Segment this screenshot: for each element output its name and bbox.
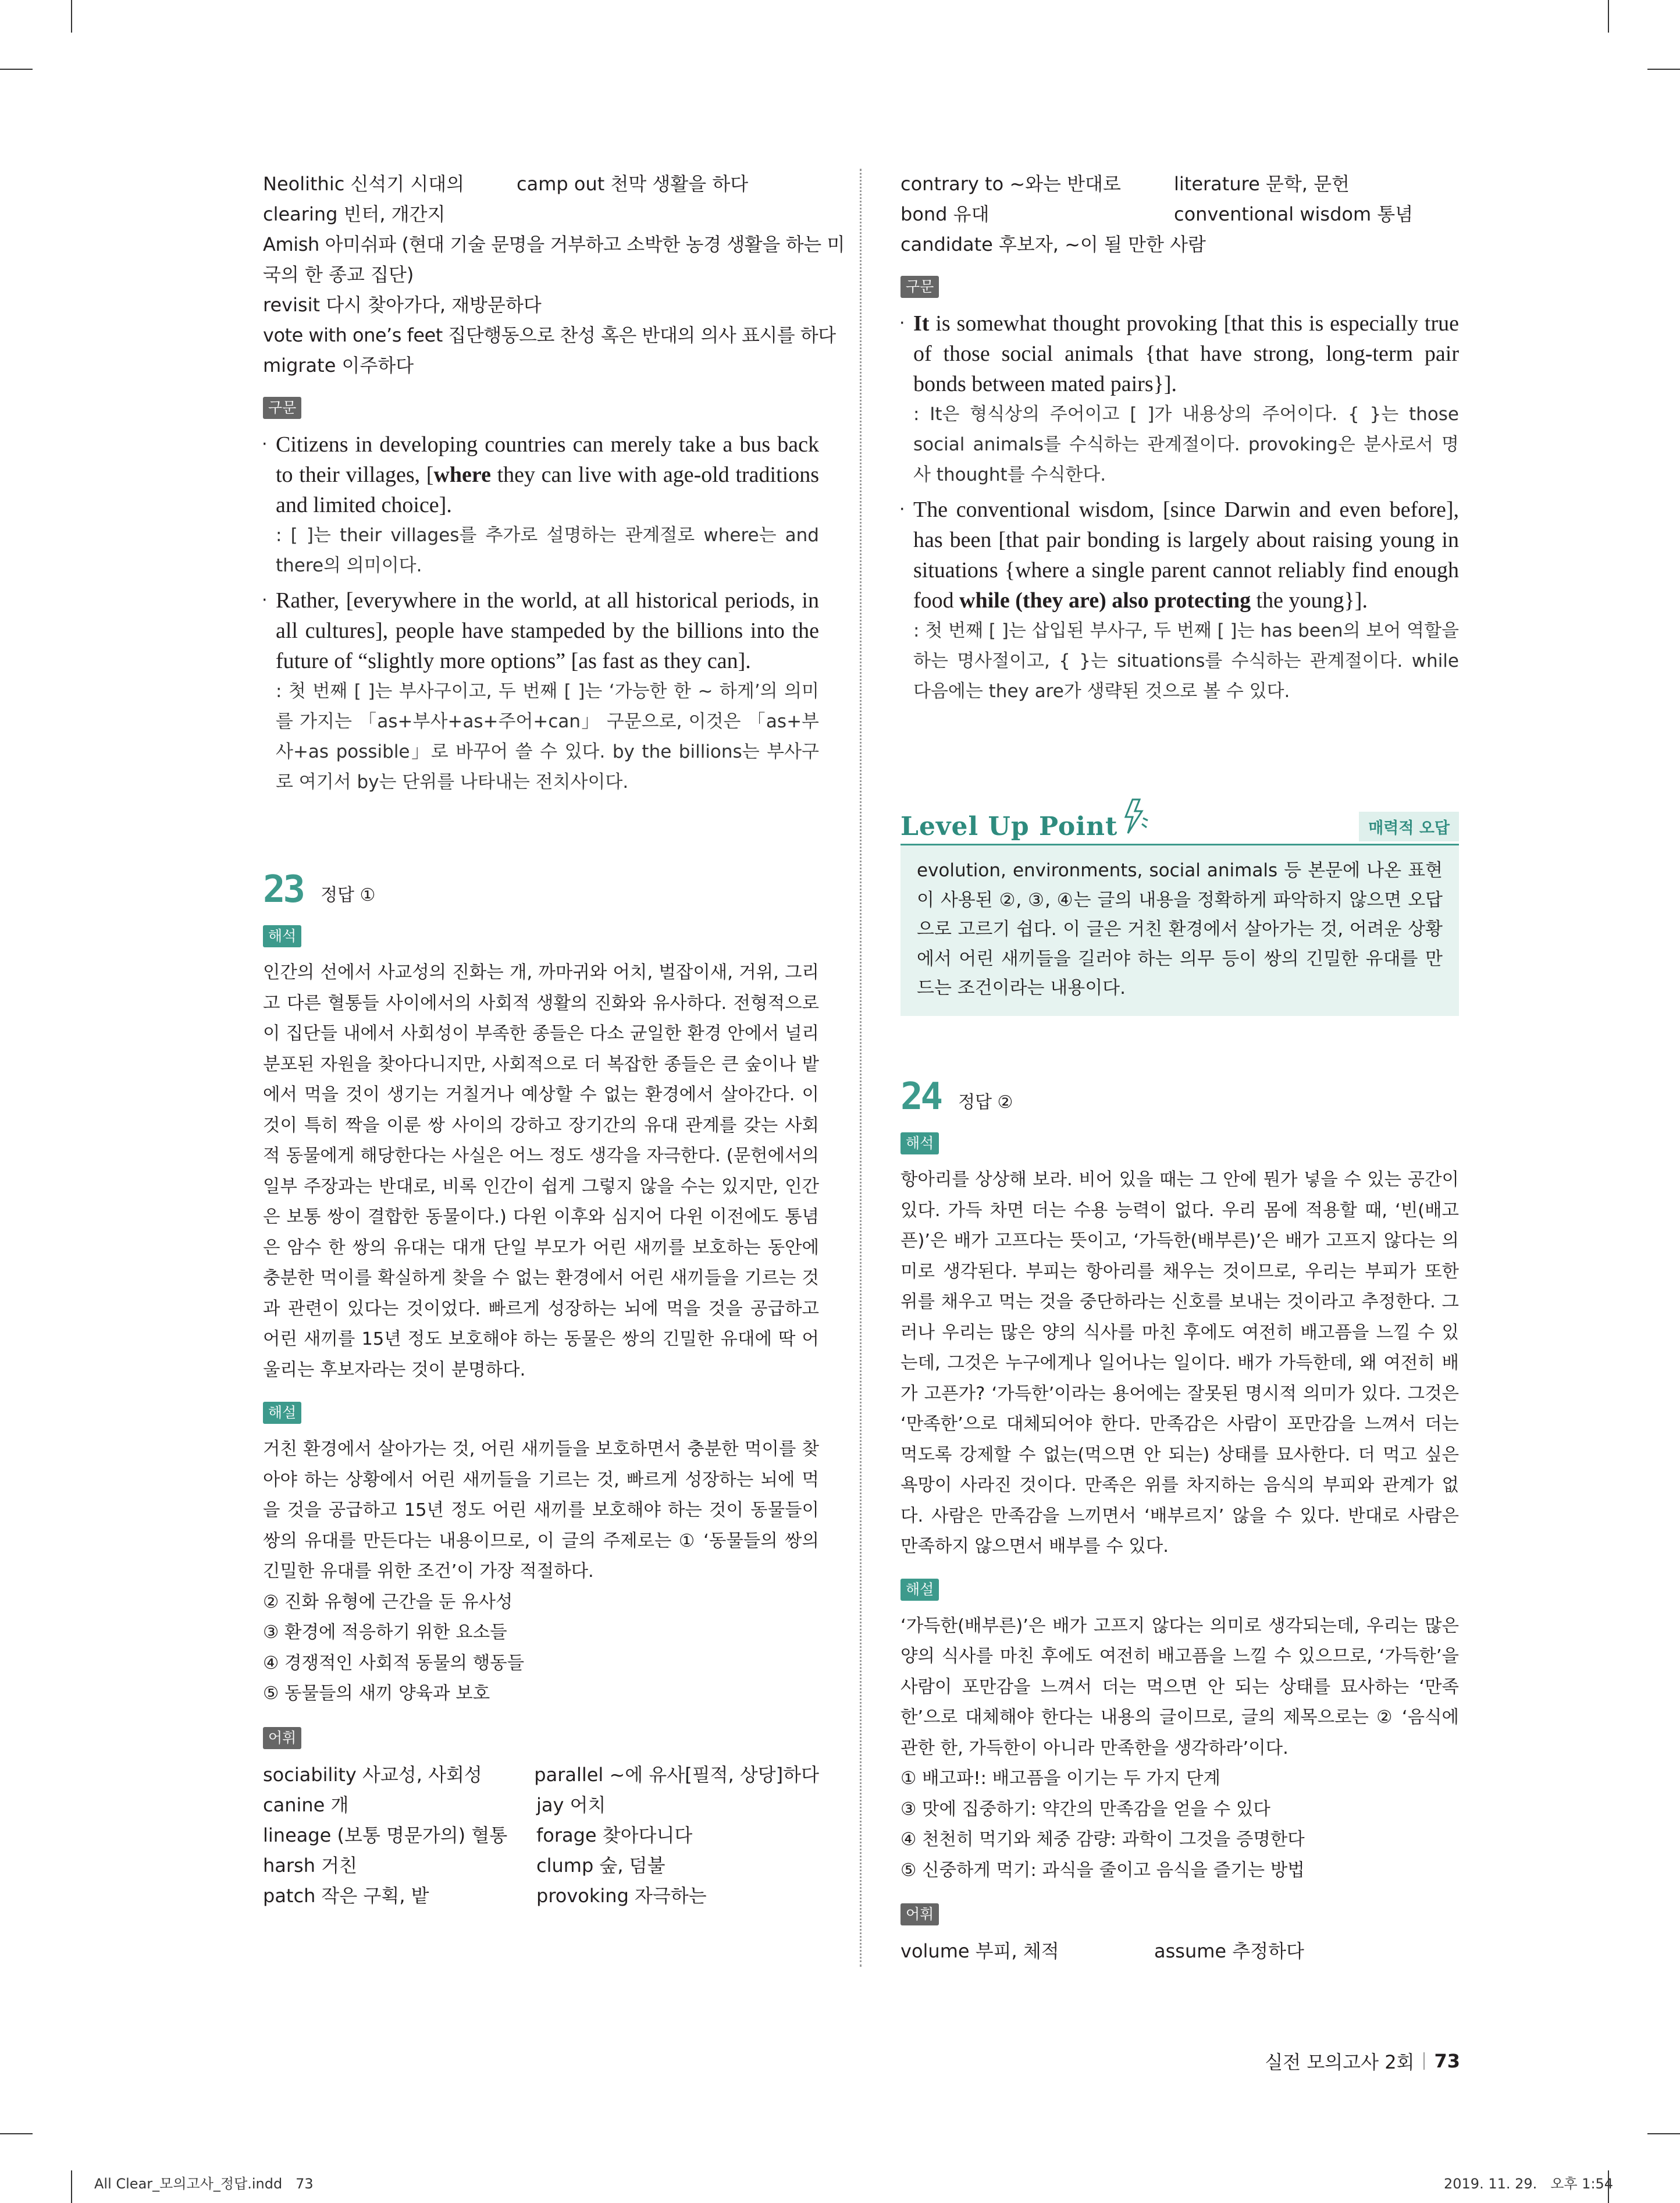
gumun-note: : 첫 번째 [ ]는 부사구이고, 두 번째 [ ]는 ‘가능한 한 ~ 하게’의 의미를 가지는 「as+부사+as+주어+can」 구문으로, 이것은 「as+부사+as possible」로 바꾸어 쓸 수 있다. by the billions는 부사구로 여기서 by는 단위를 나타내는 전치사이다. — [276, 681, 819, 793]
vocab-top — [900, 169, 1459, 260]
explanation-text: 거친 환경에서 살아가는 것, 어린 새끼들을 보호하면서 충분한 먹이를 찾아야 하는 상황에서 어린 새끼들을 기르는 것, 빠르게 성장하는 뇌에 먹을 것을 공급하고 15년 정도 어린 새끼를 보호해야 하는 것이 동물들이 쌍의 유대를 만든다는 내용이므로, 이 글의 주제로는 ① ‘동물들의 쌍의 긴밀한 유대를 위한 조건’이 가장 적절하다. — [263, 1439, 819, 1582]
question-header — [900, 1075, 1459, 1118]
translation-text: 항아리를 상상해 보라. 비어 있을 때는 그 안에 뭔가 넣을 수 있는 공간이 있다. 가득 차면 더는 수용 능력이 없다. 우리 몸에 적용할 때, ‘빈(배고픈)’은 배가 고프다는 뜻이고, ‘가득한(배부른)’은 배가 고프지 않다는 의미로 생각된다. 부피는 항아리를 채우는 것이므로, 우리는 부피가 또한 위를 채우고 먹는 것을 중단하라는 신호를 보내는 것이라고 추정한다. 그러나 우리는 많은 양의 식사를 마친 후에도 여전히 배고픔을 느낄 수 있는데, 그것은 누구에게나 일어나는 일이다. 배가 가득한데, 왜 여전히 배가 고픈가? ‘가득한’이라는 용어에는 잘못된 명시적 의미가 있다. 그것은 ‘만족한’으로 대체되어야 한다. 만족감은 사람이 포만감을 느껴서 더는 먹도록 강제할 수 없는(먹으면 안 되는) 상태를 묘사한다. 더 먹고 싶은 욕망이 사라진 것이다. 만족은 위를 차지하는 음식의 부피와 관계가 없다. 사람은 만족감을 느끼면서 ‘배부르지’ 않을 수 있다. 반대로 사람은 만족하지 않으면서 배부를 수 있다. — [900, 1170, 1459, 1557]
vocab-term: sociability 사교성, 사회성 — [263, 1763, 482, 1786]
vocab-tag: 어휘 — [263, 1727, 301, 1749]
vocab-line: revisit 다시 찾아가다, 재방문하다 — [263, 294, 542, 316]
option-item: ④ 천천히 먹기와 체중 감량: 과학이 그것을 증명한다 — [900, 1829, 1305, 1850]
gumun-sentence — [900, 495, 1459, 616]
vocab-term: patch 작은 구획, 밭 — [263, 1884, 429, 1907]
vocab-row — [263, 1850, 819, 1881]
crop-mark — [0, 2133, 33, 2134]
sentence-text: the young}]. — [1251, 588, 1368, 613]
vocab-top — [263, 169, 845, 381]
vocab-list — [263, 1760, 819, 1911]
gumun-note: : 첫 번째 [ ]는 삽입된 부사구, 두 번째 [ ]는 has been의 보어 역할을 하는 명사절이고, { }는 situations를 수식하는 관계절이다. while 다음에는 they are가 생략된 것으로 볼 수 있다. — [913, 620, 1459, 702]
level-up-box — [900, 794, 1459, 1016]
vocab-line: migrate 이주하다 — [263, 354, 414, 376]
haeseol-tag: 해설 — [900, 1579, 939, 1601]
question-number: 23 — [263, 868, 304, 911]
vocab-line: clearing 빈터, 개간지 — [263, 203, 446, 225]
gumun-tag: 구문 — [263, 397, 301, 419]
vocab-term: Neolithic 신석기 시대의 — [263, 173, 465, 195]
answer-label: 정답 ① — [321, 885, 376, 905]
page-number: 73 — [1434, 2050, 1460, 2072]
vocab-row — [263, 169, 819, 199]
sentence-bold: while (they are) also protecting — [959, 588, 1251, 613]
footer-divider — [1423, 2052, 1425, 2070]
bullet-icon: · — [899, 499, 905, 520]
crop-mark — [71, 0, 72, 33]
gumun-sentence — [263, 585, 819, 676]
question-24 — [900, 1075, 1459, 1966]
column-divider — [860, 169, 862, 1967]
explanation-text: ‘가득한(배부른)’은 배가 고프지 않다는 의미로 생각되는데, 우리는 많은 양의 식사를 마친 후에도 여전히 배고픔을 느낄 수 있으므로, ‘가득한’을 사람이 포만감을 느껴서 더는 먹으면 안 되는 상태를 묘사하는 ‘만족한’으로 대체해야 한다는 내용의 글이므로, 글의 제목으로는 ② ‘음식에 관한 한, 가득한이 아니라 만족한을 생각하라’이다. — [900, 1615, 1459, 1758]
vocab-term: candidate 후보자, ~이 될 만한 사람 — [900, 233, 1206, 255]
vocab-term: parallel ~에 유사[필적, 상당]하다 — [534, 1763, 819, 1786]
vocab-row — [263, 1881, 819, 1911]
vocab-row — [263, 1790, 819, 1820]
translation-text: 인간의 선에서 사교성의 진화는 개, 까마귀와 어치, 벌잡이새, 거위, 그리고 다른 혈통들 사이에서의 사회적 생활의 진화와 유사하다. 전형적으로 이 집단들 내에서 사회성이 부족한 종들은 다소 균일한 환경 안에서 널리 분포된 자원을 찾아다니지만, 사회적으로 더 복잡한 종들은 큰 숲이나 밭에서 먹을 것이 생기는 거칠거나 예상할 수 없는 환경에서 살아간다. 이것이 특히 짝을 이룬 쌍 사이의 강하고 장기간의 유대 관계를 갖는 사회적 동물에게 해당한다는 사실은 어느 정도 생각을 자극한다. (문헌에서의 일부 주장과는 반대로, 비록 인간이 쉽게 그렇지 않을 수는 있지만, 인간은 보통 쌍이 결합한 동물이다.) 다윈 이후와 심지어 다윈 이전에도 통념은 암수 한 쌍의 유대는 대개 단일 부모가 어린 새끼를 보호하는 동안에 충분한 먹이를 확실하게 찾을 수 없는 환경에서 어린 새끼들을 기르는 것과 관련이 있다는 것이었다. 빠르게 성장하는 뇌에 먹을 것을 공급하고 어린 새끼를 15년 정도 보호해야 하는 동물은 쌍의 긴밀한 유대에 딱 어울리는 후보자라는 것이 분명하다. — [263, 962, 819, 1380]
option-item: ⑤ 동물들의 새끼 양육과 보호 — [263, 1683, 490, 1704]
vocab-tag: 어휘 — [900, 1903, 939, 1925]
crop-mark — [71, 2170, 72, 2203]
file-name: All Clear_모의고사_정답.indd 73 — [94, 2176, 314, 2192]
haeseol-tag: 해설 — [263, 1402, 301, 1424]
option-item: ⑤ 신중하게 먹기: 과식을 줄이고 음식을 즐기는 방법 — [900, 1860, 1305, 1881]
vocab-row — [900, 1936, 1459, 1966]
vocab-row — [900, 199, 1459, 229]
right-column — [900, 169, 1459, 711]
sentence-text: Rather, [everywhere in the world, at all historical periods, in all cultures], people have stampeded by the billions into the future of “slightly more options” [as fast as they can]. — [276, 588, 819, 673]
left-column — [262, 169, 845, 1911]
vocab-term: assume 추정하다 — [1154, 1940, 1304, 1962]
bullet-icon: · — [899, 313, 905, 333]
vocab-term: jay 어치 — [536, 1793, 606, 1816]
haeseok-tag: 해석 — [900, 1132, 939, 1154]
gumun-sentence — [900, 308, 1459, 399]
option-item: ② 진화 유형에 근간을 둔 유사성 — [263, 1591, 513, 1612]
sentence-bold: where — [433, 463, 491, 487]
gumun-tag: 구문 — [900, 276, 939, 298]
vocab-line: 국의 한 종교 집단) — [263, 264, 414, 286]
level-up-title: Level Up Point — [900, 812, 1118, 841]
vocab-row — [900, 229, 1459, 260]
sentence-text: they can live with age-old traditions and limited choice]. — [276, 463, 819, 517]
vocab-term: bond 유대 — [900, 203, 990, 225]
vocab-term: canine 개 — [263, 1793, 349, 1816]
question-number: 24 — [900, 1075, 941, 1118]
section-label: 실전 모의고사 2회 — [1265, 2051, 1415, 2073]
vocab-term: conventional wisdom 통념 — [1174, 203, 1414, 225]
sentence-bold: It — [913, 311, 930, 336]
vocab-term: provoking 자극하는 — [536, 1884, 707, 1907]
haeseok-tag: 해석 — [263, 925, 301, 947]
vocab-term: clump 숲, 덤불 — [536, 1854, 665, 1877]
crop-mark — [0, 69, 33, 70]
level-up-header — [900, 794, 1459, 845]
vocab-row — [263, 1760, 819, 1790]
wrong-answer-badge: 매력적 오답 — [1359, 812, 1459, 841]
vocab-line: vote with one’s feet 집단행동으로 찬성 혹은 반대의 의사 표시를 하다 — [263, 324, 836, 346]
vocab-row — [263, 1820, 819, 1850]
gumun-note: : It은 형식상의 주어이고 [ ]가 내용상의 주어이다. { }는 those social animals를 수식하는 관계절이다. provoking은 분사로서 명사 thought를 수식한다. — [913, 404, 1459, 485]
answer-label: 정답 ② — [958, 1092, 1013, 1113]
sentence-text: Citizens in developing countries can merely take a bus back to their villages, [ — [276, 432, 819, 487]
gumun-note: : [ ]는 their villages를 추가로 설명하는 관계절로 where는 and there의 의미이다. — [276, 525, 819, 576]
crop-mark — [1647, 69, 1680, 70]
bullet-icon: · — [262, 590, 268, 610]
vocab-term: volume 부피, 체적 — [900, 1940, 1059, 1962]
level-up-title-wrap — [900, 797, 1149, 841]
vocab-term: camp out 천막 생활을 하다 — [517, 173, 749, 195]
level-up-text: evolution, environments, social animals 등 본문에 나온 표현이 사용된 ②, ③, ④는 글의 내용을 정확하게 파악하지 않으면 오답으로 고르기 쉽다. 이 글은 거친 환경에서 살아가는 것, 어려운 상황에서 어린 새끼들을 길러야 하는 의무 등이 쌍의 긴밀한 유대를 만드는 조건이라는 내용이다. — [900, 845, 1459, 1016]
vocab-line: Amish 아미쉬파 (현대 기술 문명을 거부하고 소박한 농경 생활을 하는 미 — [263, 233, 845, 255]
vocab-term: forage 찾아다니다 — [536, 1824, 693, 1846]
option-item: ① 배고파!: 배고픔을 이기는 두 가지 단계 — [900, 1768, 1220, 1789]
bullet-icon: · — [262, 434, 268, 454]
vocab-term: literature 문학, 문헌 — [1174, 173, 1350, 195]
vocab-term: lineage (보통 명문가의) 혈통 — [263, 1824, 508, 1846]
vocab-term: harsh 거친 — [263, 1854, 357, 1877]
print-date: 2019. 11. 29. 오후 1:54 — [1444, 2176, 1614, 2192]
gumun-sentence — [263, 429, 819, 520]
vocab-term: contrary to ~와는 반대로 — [900, 173, 1121, 195]
vocab-row — [900, 169, 1459, 199]
sentence-text: The conventional wisdom, [since Darwin and even before], has been [that pair bonding is largely about raising young in situations {where a single parent cannot reliably find enough food — [913, 498, 1459, 613]
lightning-icon — [1120, 797, 1149, 838]
sentence-text: is somewhat thought provoking [that this is especially true of those social animals {that have strong, long-term pair bonds between mated pairs}]. — [913, 311, 1459, 396]
page-footer — [1265, 2048, 1460, 2074]
crop-mark — [1647, 2133, 1680, 2134]
option-item: ③ 환경에 적응하기 위한 요소들 — [263, 1622, 507, 1643]
option-item: ③ 맛에 집중하기: 약간의 만족감을 얻을 수 있다 — [900, 1799, 1270, 1820]
crop-mark — [1608, 0, 1609, 33]
option-item: ④ 경쟁적인 사회적 동물의 행동들 — [263, 1653, 525, 1673]
question-header — [263, 870, 819, 909]
